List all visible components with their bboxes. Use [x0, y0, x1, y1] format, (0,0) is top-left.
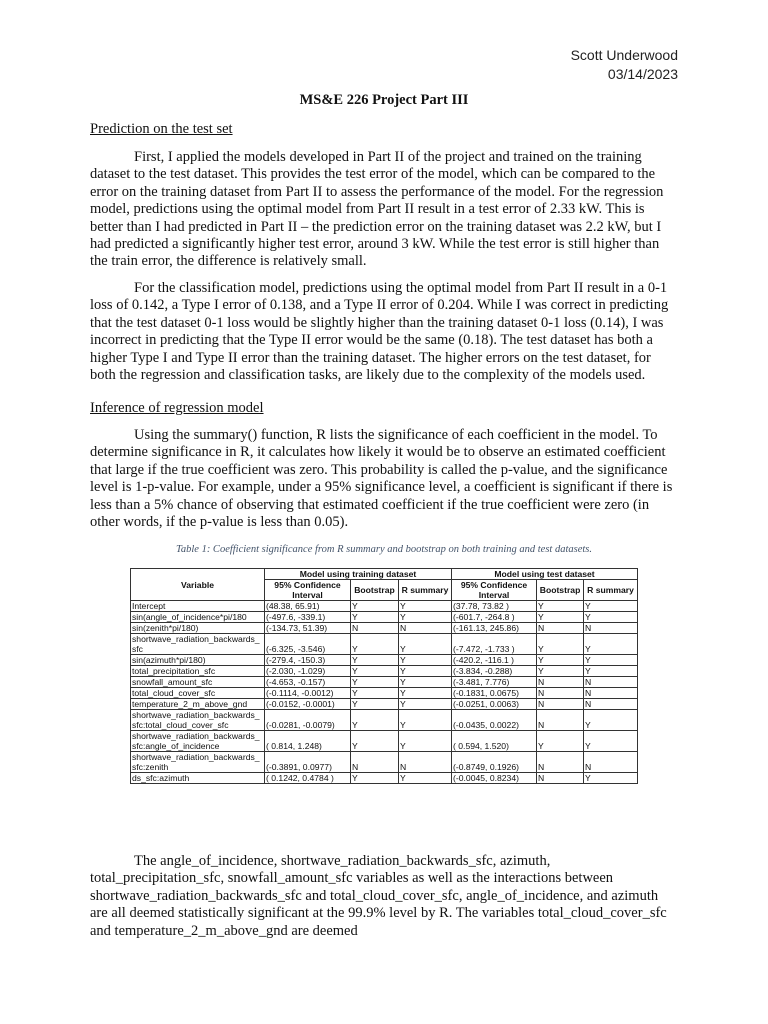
cell-variable: sin(zenith*pi/180) — [131, 623, 265, 634]
coefficient-table — [130, 568, 638, 784]
cell-train-bootstrap: N — [351, 752, 399, 773]
cell-test-ci: (-3.481, 7.776) — [452, 677, 537, 688]
cell-train-rsummary: Y — [399, 677, 452, 688]
cell-train-bootstrap: Y — [351, 655, 399, 666]
cell-train-ci: ( 0.814, 1.248) — [265, 731, 351, 752]
cell-train-ci: (-0.3891, 0.0977) — [265, 752, 351, 773]
table-row — [131, 731, 638, 752]
cell-variable: sin(angle_of_incidence*pi/180 — [131, 612, 265, 623]
cell-train-rsummary: Y — [399, 601, 452, 612]
header-variable: Variable — [131, 569, 265, 601]
cell-test-rsummary: Y — [584, 655, 638, 666]
cell-variable: temperature_2_m_above_gnd — [131, 699, 265, 710]
cell-test-bootstrap: N — [537, 752, 584, 773]
table-group-header-row — [131, 569, 638, 580]
cell-train-rsummary: N — [399, 623, 452, 634]
cell-test-ci: ( 0.594, 1.520) — [452, 731, 537, 752]
cell-train-bootstrap: Y — [351, 688, 399, 699]
cell-train-bootstrap: Y — [351, 773, 399, 784]
cell-train-rsummary: Y — [399, 699, 452, 710]
paragraph-inference-1: Using the summary() function, R lists the significance of each coefficient in the model. To determine significance in R, it calculates how likely it would be to observe an estimated coefficient that large if the true coefficient was zero. This probability is called the p-value, and the significance level is 1-p-value. For example, under a 95% significance level, a coefficient is significant if there is less than a 5% chance of observing that estimated coefficient if the true coefficient were zero (in other words, if the p-value is less than 0.05). — [90, 427, 673, 531]
cell-test-ci: (-420.2, -116.1 ) — [452, 655, 537, 666]
table-row — [131, 752, 638, 773]
cell-test-bootstrap: Y — [537, 634, 584, 655]
cell-variable: shortwave_radiation_backwards_sfc — [131, 634, 265, 655]
cell-train-rsummary: Y — [399, 634, 452, 655]
header-train-ci: 95% Confidence Interval — [265, 580, 351, 601]
cell-train-rsummary: Y — [399, 612, 452, 623]
cell-test-bootstrap: Y — [537, 601, 584, 612]
cell-test-rsummary: N — [584, 752, 638, 773]
cell-test-rsummary: Y — [584, 601, 638, 612]
table-row — [131, 710, 638, 731]
table-row — [131, 612, 638, 623]
cell-train-rsummary: Y — [399, 655, 452, 666]
cell-test-rsummary: Y — [584, 710, 638, 731]
table-row — [131, 773, 638, 784]
cell-train-bootstrap: Y — [351, 601, 399, 612]
cell-train-ci: (-134.73, 51.39) — [265, 623, 351, 634]
cell-test-ci: (-601.7, -264.8 ) — [452, 612, 537, 623]
table-row — [131, 688, 638, 699]
cell-test-rsummary: Y — [584, 666, 638, 677]
cell-test-bootstrap: Y — [537, 655, 584, 666]
cell-train-ci: (-497.6, -339.1) — [265, 612, 351, 623]
cell-variable: shortwave_radiation_backwards_sfc:zenith — [131, 752, 265, 773]
cell-test-ci: (37.78, 73.82 ) — [452, 601, 537, 612]
cell-variable: total_cloud_cover_sfc — [131, 688, 265, 699]
cell-variable: ds_sfc:azimuth — [131, 773, 265, 784]
cell-test-ci: (-3.834, -0.288) — [452, 666, 537, 677]
cell-variable: Intercept — [131, 601, 265, 612]
section-heading-prediction: Prediction on the test set — [90, 121, 233, 137]
header-test-bootstrap: Bootstrap — [537, 580, 584, 601]
cell-test-rsummary: N — [584, 623, 638, 634]
header-train-rsummary: R summary — [399, 580, 452, 601]
cell-test-ci: (-0.0045, 0.8234) — [452, 773, 537, 784]
cell-train-ci: (-0.0281, -0.0079) — [265, 710, 351, 731]
document-date: 03/14/2023 — [607, 66, 678, 82]
cell-test-bootstrap: N — [537, 677, 584, 688]
table-row — [131, 666, 638, 677]
table-body — [131, 601, 638, 784]
header-test-ci: 95% Confidence Interval — [452, 580, 537, 601]
cell-train-ci: (-0.0152, -0.0001) — [265, 699, 351, 710]
cell-variable: shortwave_radiation_backwards_sfc:total_cloud_cover_sfc — [131, 710, 265, 731]
header-test-rsummary: R summary — [584, 580, 638, 601]
cell-train-ci: (48.38, 65.91) — [265, 601, 351, 612]
cell-test-rsummary: Y — [584, 612, 638, 623]
cell-test-bootstrap: N — [537, 623, 584, 634]
cell-test-ci: (-0.1831, 0.0675) — [452, 688, 537, 699]
header-test-group: Model using test dataset — [452, 569, 638, 580]
paragraph-prediction-1: First, I applied the models developed in Part II of the project and trained on the training dataset to the test dataset. This provides the test error of the model, which can be compared to the error on the training dataset from Part II to assess the performance of the model. For the regression model, predictions using the optimal model from Part II result in a test error of 2.33 kW. This is better than I had predicted in Part II – the prediction error on the training dataset was 2.2 kW, but I had predicted a significantly higher test error, around 3 kW. While the test error is still higher than the train error, the difference is relatively small. — [90, 149, 664, 270]
cell-train-bootstrap: Y — [351, 699, 399, 710]
cell-train-rsummary: Y — [399, 688, 452, 699]
cell-test-ci: (-0.8749, 0.1926) — [452, 752, 537, 773]
cell-test-rsummary: N — [584, 677, 638, 688]
author-name: Scott Underwood — [570, 47, 678, 63]
cell-test-bootstrap: Y — [537, 612, 584, 623]
cell-variable: sin(azimuth*pi/180) — [131, 655, 265, 666]
cell-variable: total_precipitation_sfc — [131, 666, 265, 677]
section-heading-inference: Inference of regression model — [90, 400, 264, 416]
cell-test-ci: (-161.13, 245.86) — [452, 623, 537, 634]
cell-test-ci: (-0.0251, 0.0063) — [452, 699, 537, 710]
table-row — [131, 601, 638, 612]
header-train-bootstrap: Bootstrap — [351, 580, 399, 601]
cell-train-ci: ( 0.1242, 0.4784 ) — [265, 773, 351, 784]
cell-test-rsummary: Y — [584, 634, 638, 655]
table-caption: Table 1: Coefficient significance from R summary and bootstrap on both training and test datasets. — [175, 544, 592, 555]
cell-test-rsummary: Y — [584, 773, 638, 784]
cell-test-bootstrap: N — [537, 688, 584, 699]
cell-train-ci: (-4.653, -0.157) — [265, 677, 351, 688]
table-row — [131, 623, 638, 634]
header-training-group: Model using training dataset — [265, 569, 452, 580]
cell-variable: snowfall_amount_sfc — [131, 677, 265, 688]
cell-train-bootstrap: Y — [351, 710, 399, 731]
cell-test-rsummary: N — [584, 699, 638, 710]
table-row — [131, 677, 638, 688]
cell-train-bootstrap: Y — [351, 666, 399, 677]
table-row — [131, 699, 638, 710]
cell-test-bootstrap: N — [537, 710, 584, 731]
paragraph-prediction-2: For the classification model, predictions using the optimal model from Part II result in a 0-1 loss of 0.142, a Type I error of 0.138, and a Type II error of 0.204. While I was correct in predicting that the test dataset 0-1 loss would be slightly higher than the training dataset 0-1 loss (0.14), I was incorrect in predicting that the Type II error would be the same (0.18). The test dataset has both a higher Type I and Type II error than the training dataset. The higher errors on the test dataset, for both the regression and classification tasks, are likely due to the complexity of the models used. — [90, 280, 669, 384]
cell-train-ci: (-6.325, -3.546) — [265, 634, 351, 655]
cell-variable: shortwave_radiation_backwards_sfc:angle_of_incidence — [131, 731, 265, 752]
cell-test-bootstrap: Y — [537, 731, 584, 752]
author-block — [571, 46, 678, 84]
cell-test-rsummary: N — [584, 688, 638, 699]
cell-train-bootstrap: Y — [351, 731, 399, 752]
cell-train-ci: (-0.1114, -0.0012) — [265, 688, 351, 699]
paragraph-significance-results: The angle_of_incidence, shortwave_radiation_backwards_sfc, azimuth, total_precipitation_sfc, snowfall_amount_sfc variables as well as the interactions between shortwave_radiation_backwards_sfc and total_cloud_cover_sfc, angle_of_incidence, and azimuth are all deemed statistically significant at the 99.9% level by R. The variables total_cloud_cover_sfc and temperature_2_m_above_gnd are deemed — [90, 853, 667, 939]
table-row — [131, 634, 638, 655]
cell-train-rsummary: Y — [399, 731, 452, 752]
cell-test-bootstrap: N — [537, 773, 584, 784]
document-title: MS&E 226 Project Part III — [299, 92, 469, 108]
cell-train-bootstrap: Y — [351, 634, 399, 655]
cell-train-bootstrap: Y — [351, 612, 399, 623]
cell-train-rsummary: Y — [399, 666, 452, 677]
cell-train-bootstrap: N — [351, 623, 399, 634]
cell-test-rsummary: Y — [584, 731, 638, 752]
cell-train-rsummary: Y — [399, 710, 452, 731]
cell-train-bootstrap: Y — [351, 677, 399, 688]
cell-train-ci: (-279.4, -150.3) — [265, 655, 351, 666]
table-row — [131, 655, 638, 666]
cell-test-ci: (-0.0435, 0.0022) — [452, 710, 537, 731]
cell-test-bootstrap: Y — [537, 666, 584, 677]
cell-train-ci: (-2.030, -1.029) — [265, 666, 351, 677]
cell-test-bootstrap: N — [537, 699, 584, 710]
cell-train-rsummary: Y — [399, 773, 452, 784]
cell-train-rsummary: N — [399, 752, 452, 773]
cell-test-ci: (-7.472, -1.733 ) — [452, 634, 537, 655]
